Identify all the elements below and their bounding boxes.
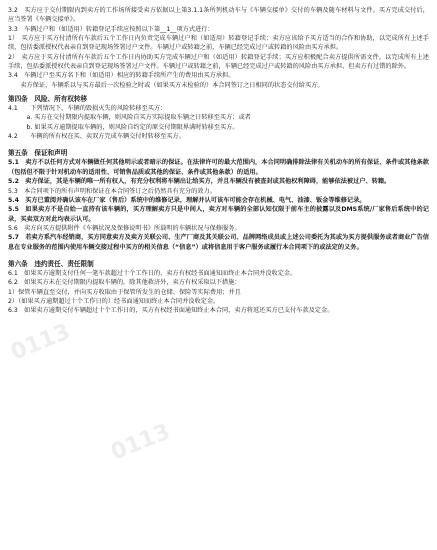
clause-paragraph: a. 买方在交付期限内提取车辆，则风险自买方实际提取车辆之日转移至买方；或者 xyxy=(8,114,251,122)
spacer xyxy=(8,252,429,259)
clause-paragraph: 6.3 如果卖方逾期交付车辆超过十个工作日的，买方有权经书面通知终止本合同，卖方将返还买方已支付车款及定金。 xyxy=(8,307,334,315)
clause-paragraph: 卖方保证，车辆系以与买方最后一次检验之时或（如果买方未检验的）本合同签订之日相同的状态交付给买方。 xyxy=(8,81,324,89)
clause-paragraph: 5.3 本合同项下的所有声明和保证在本合同签订之后仍然具有充分的效力。 xyxy=(8,187,216,195)
clause-paragraph: 2）（如果买方逾期超过十个工作日的）经书面通知而终止本合同并没收定金。 xyxy=(8,297,220,305)
clause-paragraph: 2） 卖方应于买方付清所有车款后五个工作日内协助买方完成车辆过户和（如适用）转籍登记手续；买方应积极配合卖方提供所需文件，以完成所有上述手续，包括委派授权代表亲自到登记现场签署过户文件。车辆过户或转籍之前，车辆已经完成过户或转籍的风险由买方承担，但卖方有过错的除外。 xyxy=(8,53,429,71)
clause-paragraph: 6.2 如果买方未在交付期限内提取车辆的，除其他救济外，卖方有权采取以下措施： xyxy=(8,279,241,287)
watermark: 0113 xyxy=(107,419,174,466)
watermark: 0113 xyxy=(7,319,74,366)
section-heading: 第五条 保证和声明 xyxy=(8,149,68,158)
clause-paragraph: b. 如果买方逾期提取车辆的，则风险自约定的原交付期限界满时转移至买方。 xyxy=(8,123,239,131)
clause-paragraph: 3.3 车辆过户和（如适用）转籍登记手续应按照以下第__1__项方式进行： xyxy=(8,25,214,33)
spacer xyxy=(8,141,429,148)
clause-paragraph: 5.7 若卖方系汽车经销商，买方同意卖方及卖方关联公司、生产厂商及其关联公司、品牌网络成员或上述公司委托为其或为买方提供服务或者商业广告信息在专业服务的范围内使用车辆交接过程中买方的相关信息（“信息”）或将信息用于客户服务或履行本合同项下的或法定的义务。 xyxy=(8,234,429,251)
clause-paragraph: 4.1 下列情况下，车辆的毁损灭失的风险转移至买方： xyxy=(8,105,167,113)
clause-paragraph: 1）保管车辆直至交付，并向买方收取由于保管所发生的仓储、保险等实际费用；并且 xyxy=(8,288,241,296)
clause-paragraph: 5.2 卖方保证，其是车辆的唯一所有权人，有充分权利将车辆出让给买方，并且车辆没有被查封或其他权利障碍，能够依法被过户、转籍。 xyxy=(8,178,391,186)
clause-paragraph: 4.2 车辆的所有权在买、卖双方完成车辆交付时转移至买方。 xyxy=(8,133,185,141)
section-heading: 第六条 违约责任、责任限制 xyxy=(8,259,94,268)
section-heading: 第四条 风险、所有权转移 xyxy=(8,95,88,104)
clause-paragraph: 3.4 车辆过户至买方名下和（如适用）相应的转籍手续所产生的费用由买方承担。 xyxy=(8,72,235,80)
clause-paragraph: 5.1 卖方不以任何方式对车辆做任何其他明示或者暗示的保证。在法律许可的最大范围内，本合同明确排除法律有关机动车的所有保证、条件或其他条款（包括但不限于针对机动车的适用性、可销售品质或其他的保证、条件或其他条款）的适用。 xyxy=(8,159,429,176)
contract-text-body xyxy=(8,6,429,316)
clause-paragraph: 3.2 买方应于交付期限内到卖方的工作场所接受卖方依据以上第3.1.1条所列机动车与《车辆交接单》交付的车辆及随车材料与文件。买方完成交付后，应当签署《车辆交接单》。 xyxy=(8,7,429,24)
clause-paragraph: 1） 买方应于买方付清所有车款后五个工作日内负责完成车辆过户和（如适用）转籍登记手续；卖方应该给予买方适当的合作和协助，以完成所有上述手续，包括委派授权代表亲自到登记现场签署过户文件。车辆过户或转籍之前，车辆已经完成过户或转籍的风险由买方承担。 xyxy=(8,35,429,52)
clause-paragraph: 5.6 卖方向买方提供附件《车辆状况及保修说明书》所载明的车辆状况与保修服务。 xyxy=(8,224,241,232)
clause-paragraph: 6.1 如果买方逾期支付任何一笔车款超过十个工作日的，卖方有权经书面通知而终止本合同并没收定金。 xyxy=(8,269,297,277)
clause-paragraph: 5.5 如果卖方不是自始一直持有该车辆的，买方理解卖方只是中间人，卖方对车辆的全部认知仅限于前车主的披露以及DMS系统/厂家售后系统中的记录，买卖双方对此均表示认可。 xyxy=(8,206,429,223)
clause-paragraph: 5.4 买方已董阅并确认该车在厂家（售后）系统中的维修记录，理解并认可该车可能会存在机械、电气、油漆、钣金等维修记录。 xyxy=(8,196,366,204)
